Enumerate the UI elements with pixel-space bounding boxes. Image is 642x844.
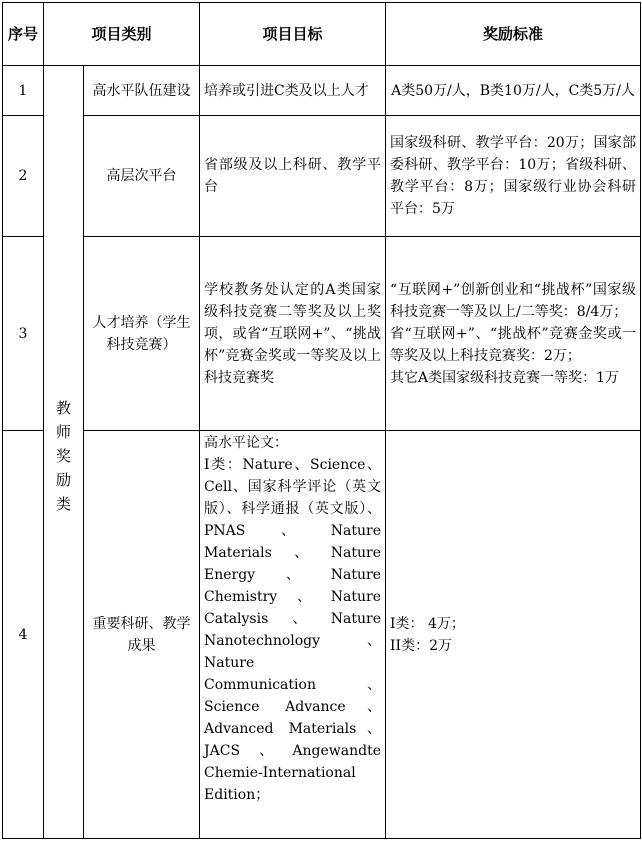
header-no: 序号 bbox=[3, 3, 44, 66]
header-standard: 奖励标准 bbox=[386, 3, 641, 66]
row-goal: 培养或引进C类及以上人才 bbox=[200, 66, 386, 116]
row-goal: 省部级及以上科研、教学平台 bbox=[200, 116, 386, 237]
row-category: 人才培养（学生科技竞赛） bbox=[84, 237, 200, 431]
row-no: 2 bbox=[3, 116, 44, 237]
row-no: 3 bbox=[3, 237, 44, 431]
header-category: 项目类别 bbox=[44, 3, 200, 66]
standard-line: “互联网+”创新创业和“挑战杯”国家级科技竞赛一等及以上/二等奖：8/4万； bbox=[390, 281, 637, 320]
row-category: 重要科研、教学成果 bbox=[84, 431, 200, 839]
row-category: 高水平队伍建设 bbox=[84, 66, 200, 116]
header-row bbox=[3, 3, 641, 66]
row-standard: 国家级科研、教学平台：20万；国家部委科研、教学平台：10万；省级科研、教学平台：8万；国家级行业协会科研平台：5万 bbox=[386, 116, 641, 237]
reward-table bbox=[2, 2, 641, 839]
standard-line: 省“互联网+”、“挑战杯”竞赛金奖或一等奖及以上科技竞赛奖：2万； bbox=[390, 325, 637, 364]
goal-line: 高水平论文： bbox=[204, 435, 289, 451]
row-standard bbox=[386, 237, 641, 431]
header-goal: 项目目标 bbox=[200, 3, 386, 66]
standard-line: 其它A类国家级科技竞赛一等奖：1万 bbox=[390, 369, 620, 386]
standard-line: II类：2万 bbox=[390, 637, 452, 654]
table-row bbox=[3, 116, 641, 237]
row-standard: A类50万/人，B类10万/人，C类5万/人 bbox=[386, 66, 641, 116]
group-label bbox=[44, 66, 84, 839]
table-row bbox=[3, 237, 641, 431]
row-category: 高层次平台 bbox=[84, 116, 200, 237]
row-goal: 学校教务处认定的A类国家级科技竞赛二等奖及以上奖项，或省“互联网+”、“挑战杯”竞赛金奖或一等奖及以上科技竞赛奖 bbox=[200, 237, 386, 431]
row-goal bbox=[200, 431, 386, 839]
standard-line: I类： 4万； bbox=[390, 615, 465, 632]
goal-line: I类：Nature、Science、Cell、国家科学评论（英文版）、科学通报（英文版）、PNAS、Nature Materials、Nature Energy、Nature Chemistry、Nature Catalysis、Nature Nanotechnology、Nature Communication、Science Advance、Advanced Materials、JACS、Angewandte Chemie-International Edition； bbox=[204, 457, 382, 803]
table-row bbox=[3, 431, 641, 839]
group-label-text: 教师奖励类 bbox=[55, 399, 71, 513]
row-standard bbox=[386, 431, 641, 839]
row-no: 4 bbox=[3, 431, 44, 839]
table-row bbox=[3, 66, 641, 116]
row-no: 1 bbox=[3, 66, 44, 116]
